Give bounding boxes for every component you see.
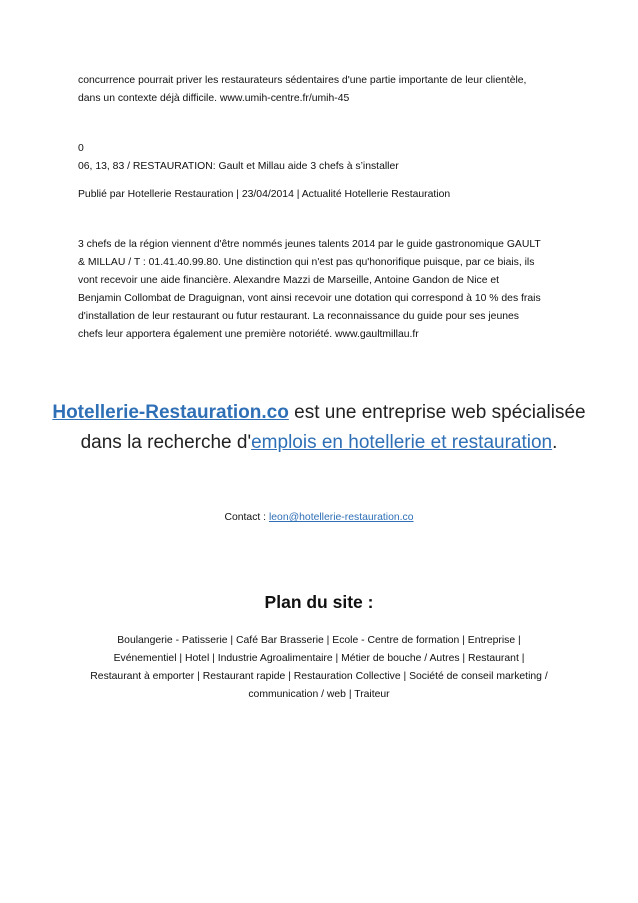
jobs-link[interactable]: emplois en hotellerie et restauration — [251, 432, 553, 453]
intro-line: concurrence pourrait priver les restaurateurs sédentaires d'une partie importante de leur clientèle, — [78, 75, 527, 86]
contact-line — [0, 510, 638, 526]
sitemap-line: Restaurant à emporter | Restaurant rapide | Restauration Collective | Société de conseil marketing / — [90, 671, 548, 682]
article-line: vont recevoir une aide financière. Alexandre Mazzi de Marseille, Antoine Gandon de Nice et — [78, 275, 500, 286]
contact-email-link[interactable]: leon@hotellerie-restauration.co — [268, 512, 414, 523]
contact-label: Contact : — [224, 512, 269, 523]
article-meta: Publié par Hotellerie Restauration | 23/04/2014 | Actualité Hotellerie Restauration — [78, 189, 451, 200]
sitemap-line: Evénementiel | Hotel | Industrie Agroalimentaire | Métier de bouche / Autres | Restaurant | — [113, 653, 525, 664]
article-line: 3 chefs de la région viennent d'être nommés jeunes talents 2014 par le guide gastronomique GAULT — [78, 239, 541, 250]
promo-text: est une entreprise web spécialisée dans la recherche d' — [80, 402, 586, 453]
intro-paragraph — [78, 72, 568, 108]
intro-line: dans un contexte déjà difficile. www.umih-centre.fr/umih-45 — [78, 93, 350, 104]
comment-count: 0 — [78, 143, 84, 154]
article-line: & MILLAU / T : 01.41.40.99.80. Une distinction qui n'est pas qu'honorifique puisque, par ce biais, ils — [78, 257, 535, 268]
article-line: d'installation de leur restaurant ou futur restaurant. La reconnaissance du guide pour ses jeunes — [78, 311, 519, 322]
article-body — [78, 236, 568, 344]
article-headline: 06, 13, 83 / RESTAURATION: Gault et Millau aide 3 chefs à s’installer — [78, 161, 399, 172]
sitemap-categories — [60, 632, 578, 704]
article-line: Benjamin Collombat de Draguignan, vont ainsi recevoir une dotation qui correspond à 10 % des frais — [78, 293, 541, 304]
promo-period: . — [552, 432, 558, 453]
sitemap-line: communication / web | Traiteur — [248, 689, 390, 700]
brand-link[interactable]: Hotellerie-Restauration.co — [52, 402, 289, 423]
sitemap-line: Boulangerie - Patisserie | Café Bar Brasserie | Ecole - Centre de formation | Entreprise | — [117, 635, 521, 646]
sitemap-title: Plan du site : — [264, 592, 374, 612]
promo-block — [50, 398, 588, 458]
article-line: chefs leur apportera également une première notoriété. www.gaultmillau.fr — [78, 329, 419, 340]
